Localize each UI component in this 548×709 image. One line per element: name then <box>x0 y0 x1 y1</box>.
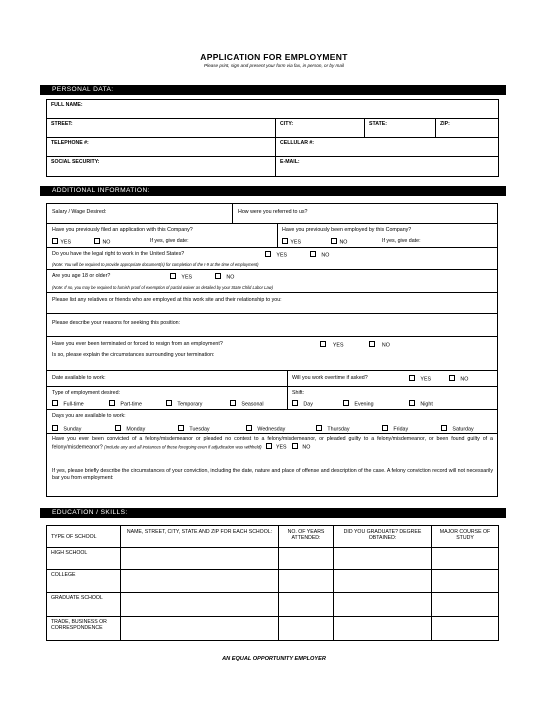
previous-row <box>47 224 497 248</box>
checkbox-icon <box>282 238 288 244</box>
relatives-row[interactable] <box>47 293 497 314</box>
day-label: Thursday <box>327 426 350 433</box>
i9-note: (Note: You will be required to provide appropriate document(s) for completion of the I-9 at the time of employment) <box>52 262 259 267</box>
no-label: NO <box>381 342 390 349</box>
checkbox-icon <box>369 341 375 347</box>
terminated-row <box>47 337 497 371</box>
relatives-label: Please list any relatives or friends who are employed at this work site and their relationship to you: <box>52 297 282 303</box>
age-label: Are you age 18 or older? <box>52 273 111 279</box>
college-degree-cell[interactable] <box>334 570 432 593</box>
no-label: NO <box>321 252 330 259</box>
col-years-attended: NO. OF YEARS ATTENDED: <box>279 526 334 548</box>
checkbox-icon <box>409 375 415 381</box>
date-available-label: Date available to work: <box>52 375 106 381</box>
checkbox-icon <box>382 425 388 431</box>
no-label: NO <box>102 239 111 246</box>
checkbox-icon <box>109 400 115 406</box>
felony-yes-checkbox-icon[interactable] <box>266 443 272 449</box>
checkbox-icon <box>316 425 322 431</box>
checkbox-icon <box>441 425 447 431</box>
type-label: Seasonal <box>241 401 264 408</box>
graduate-degree-cell[interactable] <box>334 593 432 617</box>
prev-filed-yes[interactable] <box>52 238 71 246</box>
terminated-label: Have you ever been terminated or forced to resign from an employment? <box>52 341 223 347</box>
cellular-label: CELLULAR #: <box>280 140 315 146</box>
days-row <box>47 410 497 434</box>
felony-explain: If yes, please briefly describe the circumstances of your conviction, including the date, nature and place of offense and description of the case. A felony conviction record will not necessarily bar you from employment: <box>52 468 493 481</box>
age-yes[interactable] <box>170 273 192 281</box>
education-table <box>46 525 499 641</box>
day-monday[interactable] <box>115 425 145 433</box>
age-note: (Note: If no, you may be required to furnish proof of exemption of partial waiver as detailed by your State Child Labor Law) <box>52 285 273 290</box>
employment-type-label: Type of employment desired: <box>52 390 121 396</box>
prev-filed-label: Have you previously filed an application with this Company? <box>52 227 193 233</box>
row-label-graduate-school: GRADUATE SCHOOL <box>47 593 121 617</box>
type-label: Part-time <box>120 401 142 408</box>
state-field[interactable] <box>365 119 436 138</box>
no-label: NO <box>226 274 235 281</box>
street-label: STREET: <box>51 121 73 127</box>
day-thursday[interactable] <box>316 425 350 433</box>
trade-degree-cell[interactable] <box>334 617 432 641</box>
terminated-explain-label: Is so, please explain the circumstances surrounding your termination: <box>52 352 215 358</box>
row-label-high-school: HIGH SCHOOL <box>47 548 121 570</box>
day-label: Monday <box>126 426 146 433</box>
age-row <box>47 270 497 293</box>
telephone-field[interactable] <box>47 138 276 157</box>
legal-right-no[interactable] <box>310 251 329 259</box>
overtime-no[interactable] <box>449 375 468 383</box>
felony-yes-label: YES <box>275 444 287 451</box>
yes-label: YES <box>290 239 301 246</box>
day-sunday[interactable] <box>52 425 81 433</box>
salary-label: Salary / Wage Desired: <box>52 209 107 215</box>
no-label: NO <box>339 239 348 246</box>
checkbox-icon <box>94 238 100 244</box>
checkbox-icon <box>343 400 349 406</box>
prev-employed-date-label: If yes, give date: <box>382 238 421 244</box>
zip-label: ZIP: <box>440 121 450 127</box>
yes-label: YES <box>276 252 288 259</box>
prev-employed-no[interactable] <box>331 238 347 246</box>
prev-employed-label: Have you previously been employed by this Company? <box>282 227 412 233</box>
personal-data-table <box>46 99 499 177</box>
yes-label: YES <box>181 274 193 281</box>
reasons-row[interactable] <box>47 314 497 337</box>
telephone-label: TELEPHONE #: <box>51 140 89 146</box>
terminated-yes[interactable] <box>320 341 344 349</box>
form-title: APPLICATION FOR EMPLOYMENT <box>200 52 348 62</box>
college-major-cell[interactable] <box>432 570 499 593</box>
shift-option-label: Night <box>420 401 433 408</box>
cellular-field[interactable] <box>276 138 499 157</box>
high-school-address-cell[interactable] <box>121 548 279 570</box>
col-school-address: NAME, STREET, CITY, STATE AND ZIP FOR EACH SCHOOL: <box>121 526 279 548</box>
checkbox-icon <box>52 238 58 244</box>
checkbox-icon <box>409 400 415 406</box>
checkbox-icon <box>166 400 172 406</box>
ssn-label: SOCIAL SECURITY: <box>51 159 100 165</box>
felony-no-checkbox-icon[interactable] <box>292 443 298 449</box>
referred-label: How were you referred to us? <box>238 209 308 215</box>
graduate-years-cell[interactable] <box>279 593 334 617</box>
day-label: Saturday <box>452 426 474 433</box>
footer-eoe: AN EQUAL OPPORTUNITY EMPLOYER <box>222 656 326 662</box>
col-graduated-degree: DID YOU GRADUATE? DEGREE OBTAINED: <box>334 526 432 548</box>
checkbox-icon <box>449 375 455 381</box>
type-label: Full-time <box>63 401 84 408</box>
trade-address-cell[interactable] <box>121 617 279 641</box>
felony-question <box>52 436 493 452</box>
state-label: STATE: <box>369 121 387 127</box>
checkbox-icon <box>230 400 236 406</box>
age-no[interactable] <box>215 273 234 281</box>
day-label: Friday <box>393 426 409 433</box>
reasons-label: Please describe your reasons for seeking this position: <box>52 320 181 326</box>
graduate-address-cell[interactable] <box>121 593 279 617</box>
col-major-course: MAJOR COURSE OF STUDY <box>432 526 499 548</box>
section-header-education: EDUCATION / SKILLS: <box>40 508 506 518</box>
overtime-yes[interactable] <box>409 375 431 383</box>
city-label: CITY: <box>280 121 294 127</box>
day-wednesday[interactable] <box>246 425 285 433</box>
ssn-field[interactable] <box>47 157 276 177</box>
shift-evening[interactable] <box>343 400 374 408</box>
type-label: Temporary <box>177 401 203 408</box>
employment-type-row <box>47 387 497 410</box>
no-label: NO <box>460 376 469 383</box>
email-field[interactable] <box>276 157 499 177</box>
college-address-cell[interactable] <box>121 570 279 593</box>
checkbox-icon <box>178 425 184 431</box>
form-subtitle: Please print, sign and present your form via fax, in person, or by mail <box>204 63 344 68</box>
yes-label: YES <box>420 376 432 383</box>
graduate-major-cell[interactable] <box>432 593 499 617</box>
shift-day[interactable] <box>292 400 313 408</box>
felony-text: Have you ever been convicted of a felony/misdemeanor or pleaded no contest to a felony/misdemeanor, or pleaded guilty to a felony/misdemeanor, or been found guilty of a felony/misdemeanor? <box>52 436 493 451</box>
additional-info-frame <box>46 203 498 497</box>
yes-label: YES <box>60 239 71 246</box>
type-full-time[interactable] <box>52 400 84 408</box>
day-friday[interactable] <box>382 425 408 433</box>
legal-right-label: Do you have the legal right to work in the United States? <box>52 251 185 257</box>
felony-no-label: NO <box>302 444 311 451</box>
prev-filed-date-label: If yes, give date: <box>150 238 189 244</box>
full-name-field[interactable] <box>47 100 499 119</box>
checkbox-icon <box>246 425 252 431</box>
salary-row <box>47 204 497 224</box>
checkbox-icon <box>170 273 176 279</box>
checkbox-icon <box>215 273 221 279</box>
full-name-label: FULL NAME: <box>51 102 83 108</box>
row-label-trade-school: TRADE, BUSINESS OR CORRESPONDENCE <box>47 617 121 641</box>
row-label-college: COLLEGE <box>47 570 121 593</box>
city-field[interactable] <box>276 119 365 138</box>
type-part-time[interactable] <box>109 400 142 408</box>
shift-option-label: Evening <box>354 401 374 408</box>
prev-employed-yes[interactable] <box>282 238 301 246</box>
high-school-degree-cell[interactable] <box>334 548 432 570</box>
checkbox-icon <box>265 251 271 257</box>
college-years-cell[interactable] <box>279 570 334 593</box>
trade-major-cell[interactable] <box>432 617 499 641</box>
overtime-label: Will you work overtime if asked? <box>292 375 368 381</box>
type-temporary[interactable] <box>166 400 202 408</box>
day-tuesday[interactable] <box>178 425 210 433</box>
col-type-of-school: TYPE OF SCHOOL <box>47 526 121 548</box>
checkbox-icon <box>320 341 326 347</box>
checkbox-icon <box>52 425 58 431</box>
section-header-personal: PERSONAL DATA: <box>40 85 506 95</box>
felony-note: (Include any and all instances of these foregoing even if adjudication was withheld) <box>104 444 262 450</box>
day-label: Tuesday <box>189 426 210 433</box>
checkbox-icon <box>115 425 121 431</box>
high-school-years-cell[interactable] <box>279 548 334 570</box>
date-available-row <box>47 371 497 387</box>
prev-filed-no[interactable] <box>94 238 110 246</box>
street-field[interactable] <box>47 119 276 138</box>
day-label: Wednesday <box>257 426 286 433</box>
felony-row <box>47 434 497 498</box>
shift-label: Shift: <box>292 390 305 396</box>
high-school-major-cell[interactable] <box>432 548 499 570</box>
legal-right-row <box>47 248 497 270</box>
day-saturday[interactable] <box>441 425 474 433</box>
section-header-additional: ADDITIONAL INFORMATION: <box>40 186 506 196</box>
checkbox-icon <box>310 251 316 257</box>
type-seasonal[interactable] <box>230 400 264 408</box>
checkbox-icon <box>331 238 337 244</box>
zip-field[interactable] <box>436 119 499 138</box>
shift-option-label: Day <box>303 401 313 408</box>
days-label: Days you are available to work: <box>52 413 126 419</box>
shift-night[interactable] <box>409 400 433 408</box>
email-label: E-MAIL: <box>280 159 300 165</box>
terminated-no[interactable] <box>369 341 390 349</box>
legal-right-yes[interactable] <box>265 251 287 259</box>
checkbox-icon <box>292 400 298 406</box>
yes-label: YES <box>332 342 344 349</box>
checkbox-icon <box>52 400 58 406</box>
trade-years-cell[interactable] <box>279 617 334 641</box>
day-label: Sunday <box>63 426 82 433</box>
